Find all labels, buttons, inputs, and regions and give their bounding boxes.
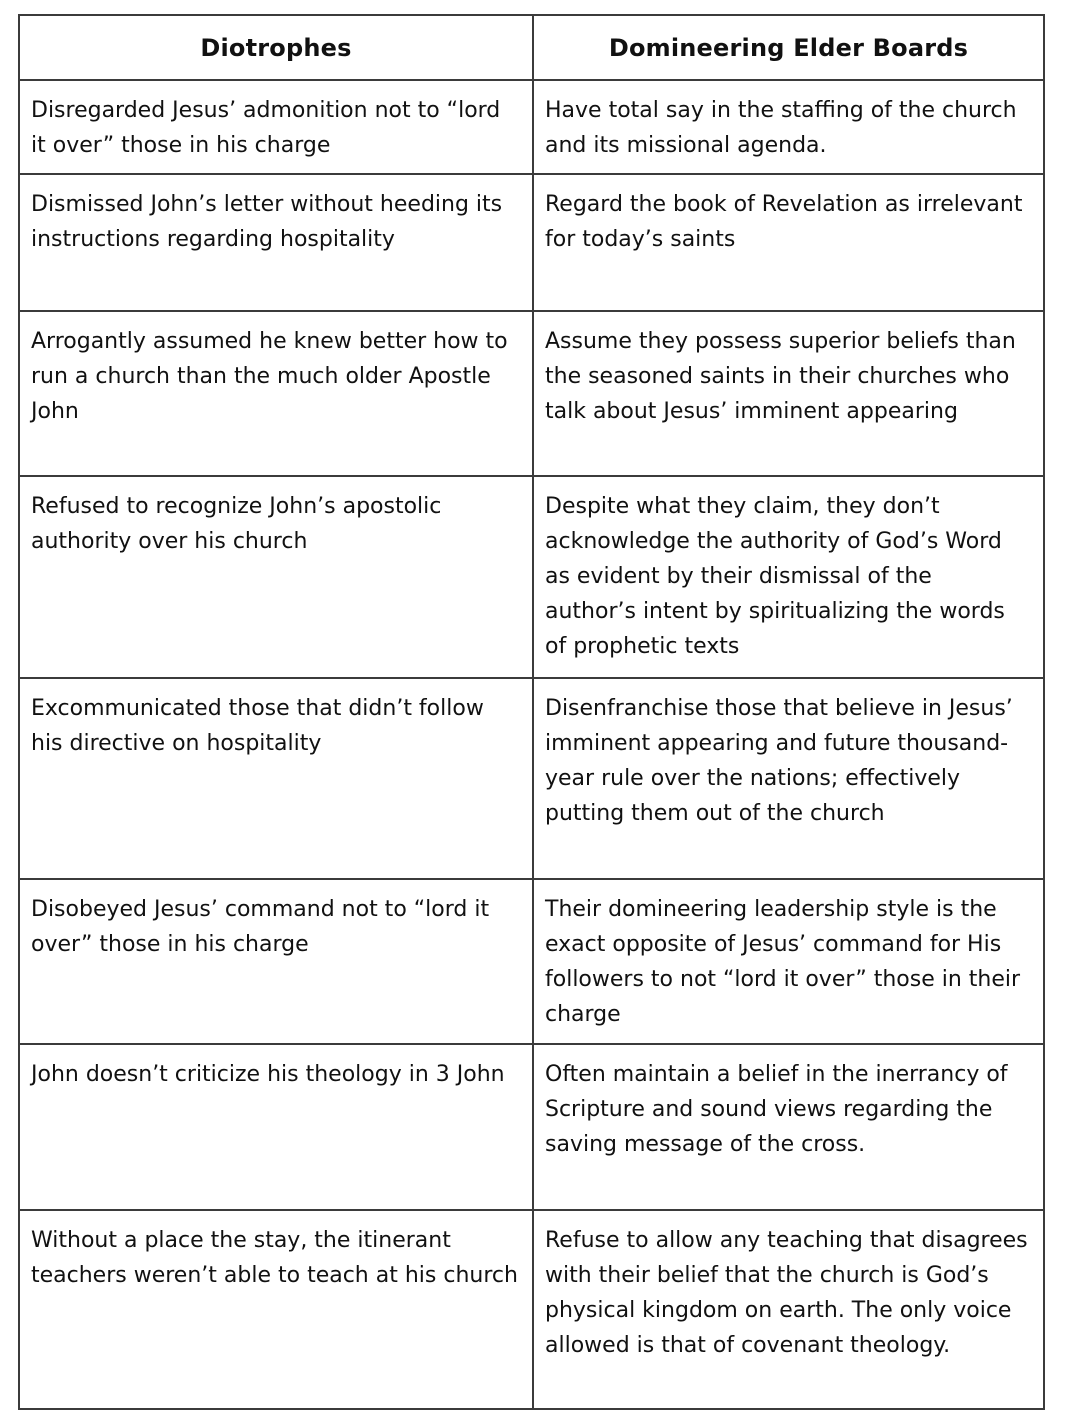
comparison-table (18, 14, 1045, 1410)
cell-diotrophes-4: Refused to recognize John’s apostolic authority over his church (19, 476, 533, 678)
cell-elder-boards-4: Despite what they claim, they don’t acknowledge the authority of God’s Word as evident by their dismissal of the author’s intent by spiritualizing the words of prophetic texts (533, 476, 1044, 678)
cell-elder-boards-5: Disenfranchise those that believe in Jesus’ imminent appearing and future thousand-year rule over the nations; effectively putting them out of the church (533, 678, 1044, 879)
table-row (19, 476, 1044, 678)
cell-elder-boards-7: Often maintain a belief in the inerrancy of Scripture and sound views regarding the saving message of the cross. (533, 1044, 1044, 1210)
column-header-diotrophes: Diotrophes (19, 15, 533, 80)
cell-diotrophes-3: Arrogantly assumed he knew better how to run a church than the much older Apostle John (19, 311, 533, 476)
cell-diotrophes-8: Without a place the stay, the itinerant teachers weren’t able to teach at his church (19, 1210, 533, 1409)
table-row (19, 311, 1044, 476)
cell-diotrophes-1: Disregarded Jesus’ admonition not to “lord it over” those in his charge (19, 80, 533, 174)
table-header-row (19, 15, 1044, 80)
cell-elder-boards-1: Have total say in the staffing of the church and its missional agenda. (533, 80, 1044, 174)
table-row (19, 1044, 1044, 1210)
cell-elder-boards-3: Assume they possess superior beliefs than the seasoned saints in their churches who talk about Jesus’ imminent appearing (533, 311, 1044, 476)
table-row (19, 1210, 1044, 1409)
cell-diotrophes-2: Dismissed John’s letter without heeding its instructions regarding hospitality (19, 174, 533, 311)
cell-elder-boards-6: Their domineering leadership style is the exact opposite of Jesus’ command for His followers to not “lord it over” those in their charge (533, 879, 1044, 1044)
table-row (19, 879, 1044, 1044)
cell-elder-boards-2: Regard the book of Revelation as irrelevant for today’s saints (533, 174, 1044, 311)
cell-elder-boards-8: Refuse to allow any teaching that disagrees with their belief that the church is God’s physical kingdom on earth. The only voice allowed is that of covenant theology. (533, 1210, 1044, 1409)
table-row (19, 678, 1044, 879)
cell-diotrophes-7: John doesn’t criticize his theology in 3 John (19, 1044, 533, 1210)
table-row (19, 174, 1044, 311)
cell-diotrophes-5: Excommunicated those that didn’t follow his directive on hospitality (19, 678, 533, 879)
table-row (19, 80, 1044, 174)
column-header-domineering-elder-boards: Domineering Elder Boards (533, 15, 1044, 80)
cell-diotrophes-6: Disobeyed Jesus’ command not to “lord it over” those in his charge (19, 879, 533, 1044)
